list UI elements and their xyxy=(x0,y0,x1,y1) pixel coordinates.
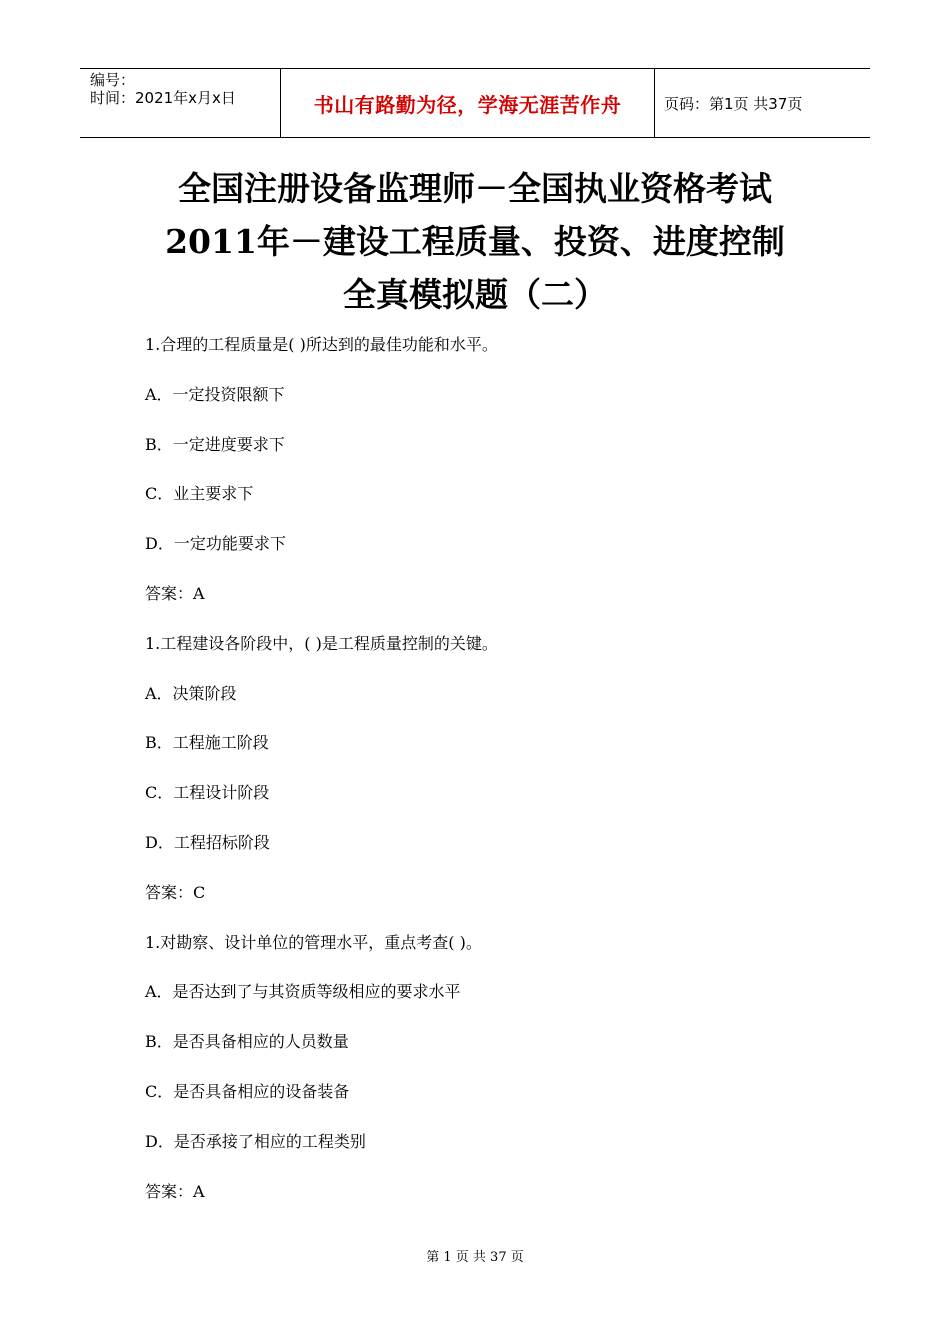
question-2-option-a: A．决策阶段 xyxy=(145,683,237,703)
title-line-1: 全国注册设备监理师－全国执业资格考试 xyxy=(178,169,772,208)
header-meta-cell xyxy=(80,69,281,137)
question-3-option-c: C．是否具备相应的设备装备 xyxy=(145,1081,350,1101)
number-label: 编号： xyxy=(90,71,136,89)
motto-text: 书山有路勤为径，学海无涯苦作舟 xyxy=(313,92,622,117)
page-footer: 第 1 页 共 37 页 xyxy=(426,1250,524,1265)
header-page-cell xyxy=(655,69,870,137)
question-3-option-b: B．是否具备相应的人员数量 xyxy=(145,1032,349,1052)
question-2-option-c: C．工程设计阶段 xyxy=(145,783,270,803)
question-1-option-b: B．一定进度要求下 xyxy=(145,434,285,454)
question-1-stem: 1.合理的工程质量是( )所达到的最佳功能和水平。 xyxy=(145,335,498,354)
question-2-stem: 1.工程建设各阶段中，( )是工程质量控制的关键。 xyxy=(145,633,498,653)
question-list xyxy=(145,330,845,1226)
question-1-answer: 答案：A xyxy=(145,583,205,603)
question-3-answer: 答案：A xyxy=(145,1181,205,1201)
question-3-option-a: A．是否达到了与其资质等级相应的要求水平 xyxy=(145,982,461,1002)
question-2-answer: 答案：C xyxy=(145,882,206,902)
time-label: 时间：2021年x月x日 xyxy=(90,89,236,107)
header-table xyxy=(80,68,870,138)
document-title xyxy=(0,162,950,321)
question-1-option-d: D．一定功能要求下 xyxy=(145,534,286,554)
question-1-option-a: A．一定投资限额下 xyxy=(145,384,285,404)
question-3-option-d: D．是否承接了相应的工程类别 xyxy=(145,1131,366,1151)
question-2-option-d: D．工程招标阶段 xyxy=(145,832,270,852)
question-1-option-c: C．业主要求下 xyxy=(145,484,254,504)
page-label: 页码：第1页 共37页 xyxy=(664,94,803,113)
question-3-stem: 1.对勘察、设计单位的管理水平，重点考查( )。 xyxy=(145,932,482,952)
question-2-option-b: B．工程施工阶段 xyxy=(145,733,269,753)
title-line-3: 全真模拟题（二） xyxy=(343,275,607,314)
title-line-2: 2011年－建设工程质量、投资、进度控制 xyxy=(165,222,785,261)
header-motto-cell xyxy=(281,69,655,137)
